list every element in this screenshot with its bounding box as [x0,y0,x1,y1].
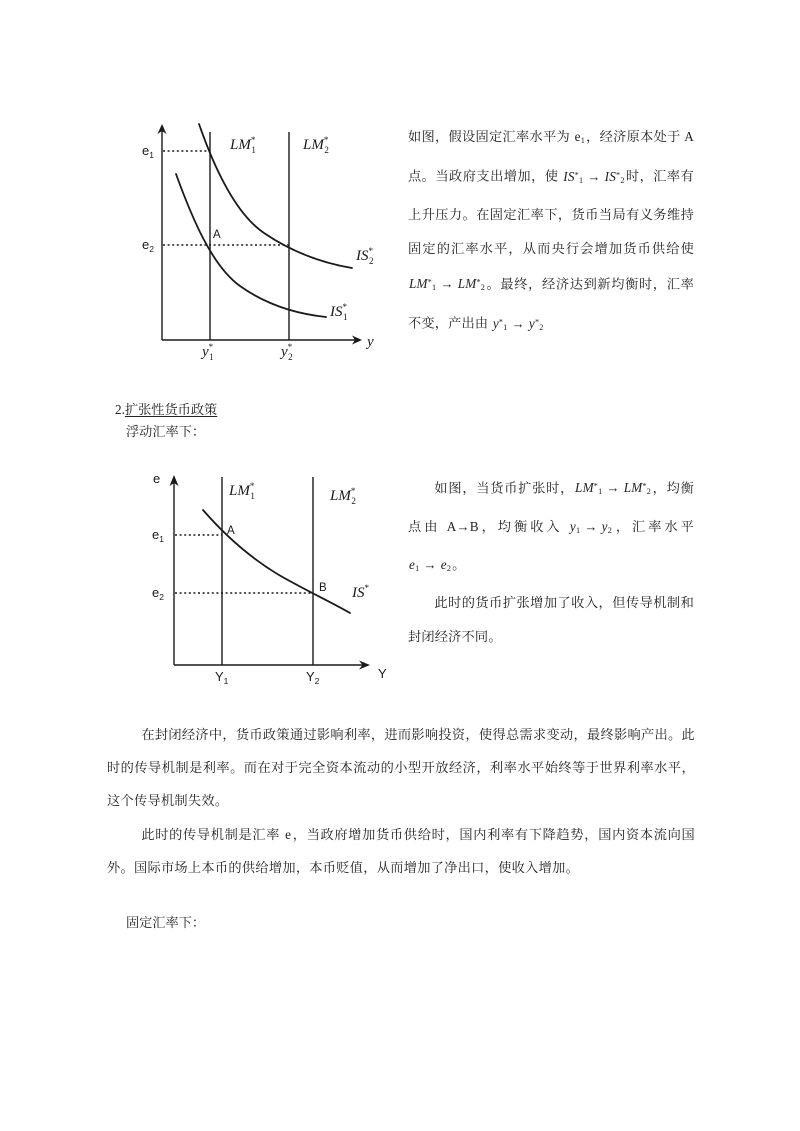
fixed-exchange-rate-footer-label [126,912,205,934]
e1-axis-label: $e_1$ [152,527,164,544]
figure-floating-exchange-rate [145,465,400,690]
lm1-label: LM* 1 [229,481,255,501]
t2-y1: $y_1$ [569,518,581,535]
t1-y2: $y^*_2$ [528,315,544,332]
body-paragraph-1-text: 在封闭经济中，货币政策通过影响利率，进而影响投资，使得总需求变动，最终影响产出。此时的传导机制是利率。而在对于完全资本流动的小型开放经济，利率水平始终等于世界利率水平，这个传导机制失效。 [107,727,695,808]
x-axis-title: y [367,334,374,350]
t1-is1: $IS^*_1$ [563,168,584,185]
t2-y2: $y_2$ [601,518,613,535]
t1-seg-a: 如图，假设固定汇率水平为 [408,129,574,144]
t1-e1: $e_1$ [574,129,586,146]
body-paragraph-2-text [107,818,695,884]
lm2-label: LM* 2 [303,135,329,155]
t2-seg-a: 如图，当货币扩张时， [434,480,575,496]
is2-label: IS* 2 [356,246,374,266]
is1-label: IS* 1 [330,302,348,322]
t2-seg-b: ，均衡点由 A→B，均衡收入 [408,480,694,534]
x-axis-title: Y [378,666,387,681]
is-label: IS* [352,583,369,601]
body-p2-e: e [285,827,292,842]
t2-arrow-2: → [584,518,598,534]
x-axis [162,336,362,345]
y-axis [158,124,167,340]
t1-arrow-3: → [511,315,525,331]
y2-tick-label: $Y_2$ [306,669,320,686]
t1-seg-b: ，经济原本处于 A 点。当政府支出增加，使 [408,129,694,184]
t1-lm1: $LM^*_1$ [409,276,437,293]
e2-axis-label: $e_2$ [142,237,154,254]
t2-arrow-3: → [423,556,437,572]
figure1-explanation-paragraph [408,120,694,345]
body-paragraph-1 [107,718,695,817]
e-axis-title: e [153,471,161,486]
figure-fixed-exchange-rate [140,118,395,363]
figure1-explanation [408,120,694,345]
t1-lm2: $LM^*_2$ [457,276,486,293]
body-p2-seg-a: 此时的传导机制是汇率 [141,827,285,842]
t2-e1: $e_1$ [409,556,420,573]
t2-lm2: $LM^*_2$ [623,480,652,497]
point-a-label: A [227,525,235,537]
y1-tick-label: $Y_1$ [215,669,229,686]
t1-arrow-1: → [587,168,601,184]
y-axis [170,475,179,665]
t1-y1: $y^*_1$ [492,315,508,332]
fixed-exchange-rate-footer-text: 固定汇率下： [126,915,206,930]
lm1-label: LM* 1 [230,135,256,155]
body-p2-seg-b: ，当政府增加货币供给时，国内利率有下降趋势，国内资本流向国外。国际市场上本币的供给增加，本币贬值，从而增加了净出口，使收入增加。 [107,827,695,875]
is-curve [203,510,350,613]
t2-e2: $e_2$ [440,556,452,573]
section-2-subtitle-text: 浮动汇率下： [126,424,206,439]
t2-seg-d: 。 [452,556,466,572]
t1-is2: $IS^*_2$ [604,168,625,185]
t1-seg-d: 。最终，经济达到新均衡时，汇率不变，产出由 [408,276,694,331]
figure2-explanation-paragraph-1 [408,470,694,586]
t2-arrow-1: → [606,480,620,496]
point-a-label: A [213,229,221,241]
figure2-explanation-paragraph-2: 此时的货币扩张增加了收入，但传导机制和封闭经济不同。 [408,594,694,644]
section-2-number: 2. [115,402,125,417]
x-axis [174,661,370,670]
t1-arrow-2: → [440,276,454,292]
t2-seg-c: ，汇率水平 [613,518,694,534]
e2-axis-label: $e_2$ [152,585,164,602]
point-b-label: B [319,582,327,594]
figure2-explanation [408,470,694,654]
e1-axis-label: $e_1$ [142,143,154,160]
body-paragraph-2 [107,818,695,884]
section-2-title: 扩张性货币政策 [124,402,218,417]
t2-lm1: $LM^*_1$ [575,480,603,497]
y1-tick-label: y* 1 [202,342,214,362]
lm2-label: LM* 2 [330,486,356,506]
section-2-subtitle [126,421,205,443]
is2-curve [199,124,352,268]
section-2-heading [115,399,217,421]
y2-tick-label: y* 2 [281,342,293,362]
t1-seg-c: 时，汇率有上升压力。在固定汇率下，货币当局有义务维持固定的汇率水平，从而央行会增加货币供给使 [408,168,694,256]
